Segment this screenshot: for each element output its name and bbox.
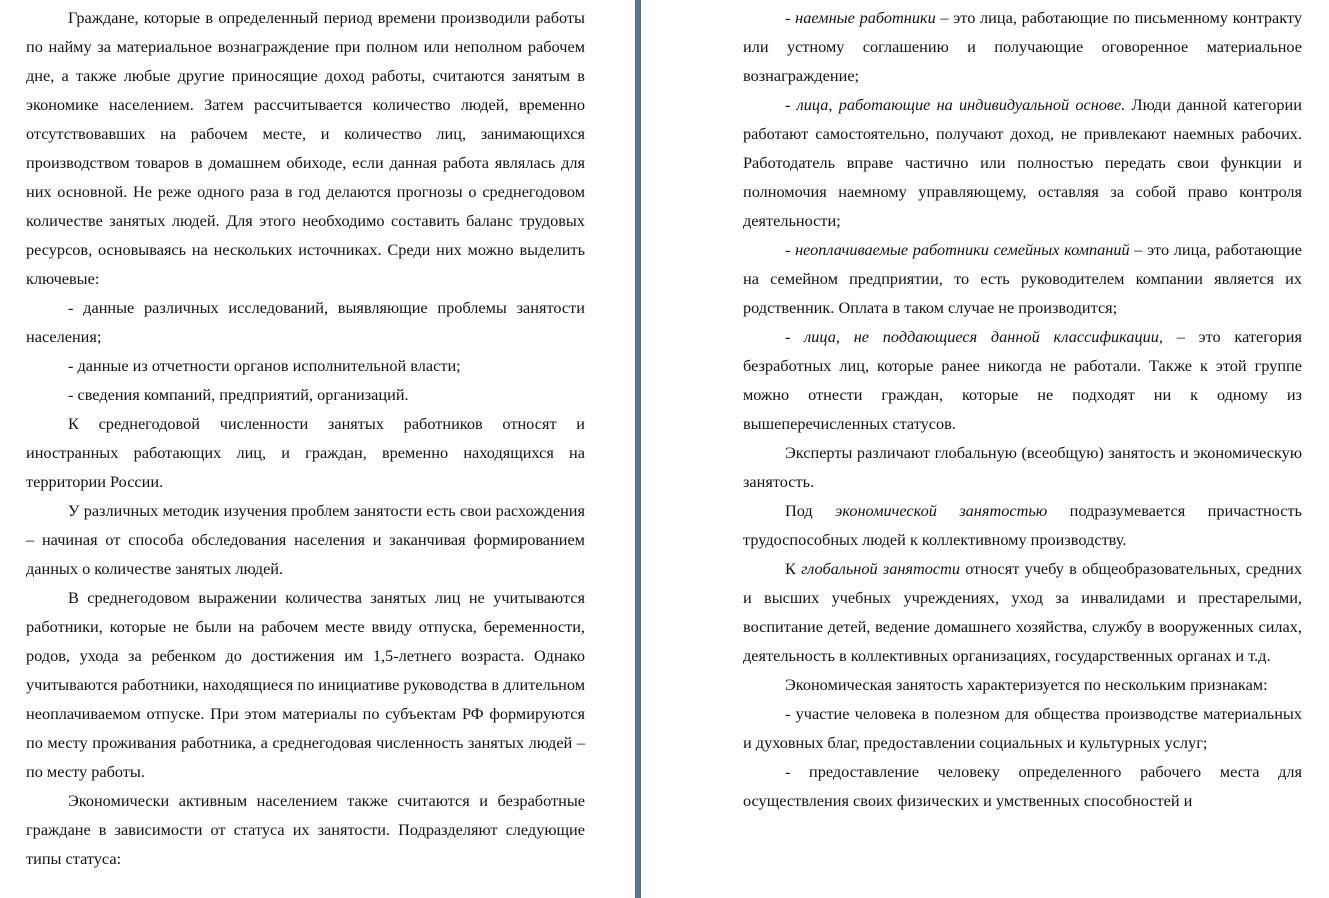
paragraph-text: , – это категория безработных лиц, которые ранее никогда не работали. Также к этой группе можно отнести граждан, которые не подходят ни к одному из вышеперечисленных статусов. [743,327,1302,433]
paragraph: У различных методик изучения проблем занятости есть свои расхождения – начиная от способа обследования населения и заканчивая формированием данных о количестве занятых людей. [26,501,585,578]
list-item [743,699,1302,757]
prefix: - [785,8,796,27]
italic-term: наемные работники [795,8,936,27]
prefix: - [785,240,796,259]
paragraph [743,670,1302,699]
italic-term: лица, не поддающиеся данной классификации [804,327,1159,346]
prefix: Под [785,501,836,520]
paragraph: Граждане, которые в определенный период времени производили работы по найму за материальное вознаграждение при полном или неполном рабочем дне, а также любые другие приносящие доход работы, считаются занятым в экономике населением. Затем рассчитывается количество людей, временно отсутствовавших на рабочем месте, и количество лиц, занимающихся производством товаров в домашнем обиходе, если данная работа являлась для них основной. Не реже одного раза в год делаются прогнозы о среднегодовом количестве занятых людей. Для этого необходимо составить баланс трудовых ресурсов, основываясь на нескольких источниках. Среди них можно выделить ключевые: [26,8,585,288]
list-item [743,3,1302,90]
paragraph-text: относят учебу в общеобразовательных, средних и высших учебных учреждениях, уход за инвалидами и престарелыми, воспитание детей, ведение домашнего хозяйства, службу в вооруженных силах, деятельность в коллективных организациях, государственных органах и т.д. [743,559,1302,665]
prefix: К [785,559,802,578]
paragraph-text: Люди данной категории работают самостоятельно, получают доход, не привлекают наемных рабочих. Работодатель вправе частично или полностью передать свои функции и полномочия наемному управляющему, оставляя за собой право контроля деятельности; [743,95,1302,230]
list-item: - сведения компаний, предприятий, организаций. [68,385,409,404]
italic-term: лица, работающие на индивидуальной основе. [796,95,1126,114]
prefix: - [785,95,797,114]
paragraph-text: – это лица, работающие на семейном предприятии, то есть руководителем компании является их родственник. Оплата в таком случае не производится; [743,240,1302,317]
paragraph-text: – это лица, работающие по письменному контракту или устному соглашению и получающие оговоренное материальное вознаграждение; [743,8,1303,85]
list-item: - данные из отчетности органов исполнительной власти; [68,356,461,375]
paragraph: К среднегодовой численности занятых работников относят и иностранных работающих лиц, и граждан, временно находящихся на территории России. [26,414,585,491]
paragraph: В среднегодовом выражении количества занятых лиц не учитываются работники, которые не были на рабочем месте ввиду отпуска, беременности, родов, ухода за ребенком до достижения им 1,5-летнего возраста. Однако учитываются работники, находящиеся по инициативе руководства в длительном неоплачиваемом отпуске. При этом материалы по субъектам РФ формируются по месту проживания работника, а среднегодовая численность занятых людей – по месту работы. [26,588,585,781]
right-page-text [743,3,1302,815]
italic-term: экономической занятостью [835,501,1048,520]
right-page [641,0,1329,898]
paragraph [743,438,1302,496]
left-page-text [26,3,585,873]
paragraph-text: подразумевается причастность трудоспособных людей к коллективному производству. [743,501,1302,549]
paragraph-text: Экономическая занятость характеризуется по нескольким признакам: [785,675,1268,694]
list-item [743,757,1302,815]
list-item [743,235,1302,322]
paragraph [743,554,1302,670]
list-item: - данные различных исследований, выявляющие проблемы занятости населения; [26,298,585,346]
italic-term: неоплачиваемые работники семейных компаний [795,240,1130,259]
prefix: - [785,327,805,346]
paragraph: Экономически активным населением также считаются и безработные граждане в зависимости от статуса их занятости. Подразделяют следующие типы статуса: [26,791,585,868]
paragraph-text: Эксперты различают глобальную (всеобщую) занятость и экономическую занятость. [743,443,1302,491]
paragraph-text: - участие человека в полезном для общества производстве материальных и духовных благ, предоставлении социальных и культурных услуг; [743,704,1302,752]
list-item [743,322,1302,438]
left-page [0,0,635,898]
italic-term: глобальной занятости [801,559,961,578]
paragraph-text: - предоставление человеку определенного рабочего места для осуществления своих физических и умственных способностей и [743,762,1302,810]
list-item [743,90,1302,235]
paragraph [743,496,1302,554]
